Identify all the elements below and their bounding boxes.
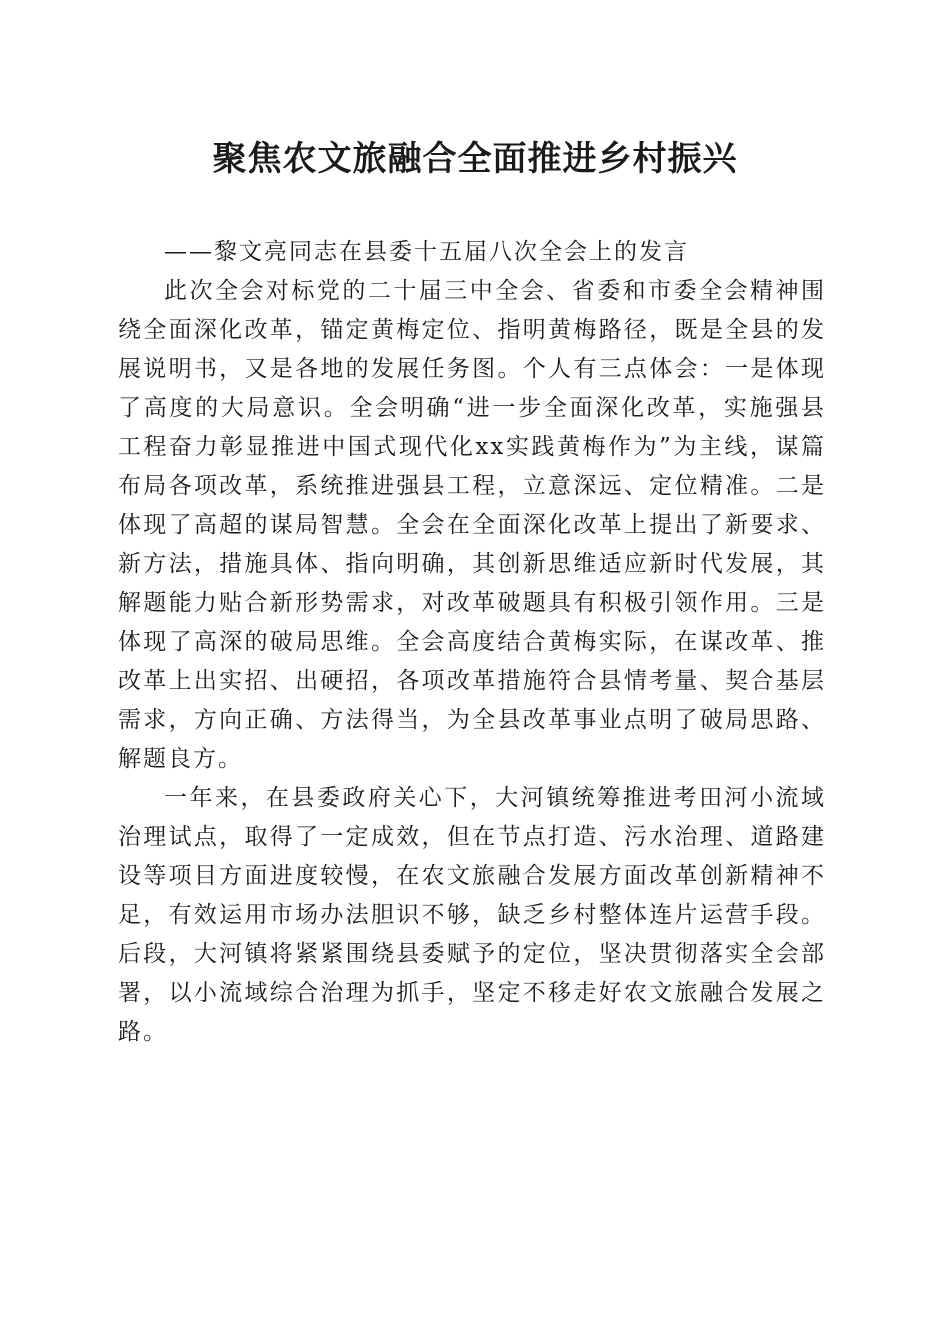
document-body — [118, 233, 826, 1052]
document-title: 聚焦农文旅融合全面推进乡村振兴 — [212, 139, 738, 179]
paragraph-1: 此次全会对标党的二十届三中全会、省委和市委全会精神围绕全面深化改革，锚定黄梅定位、指明黄梅路径，既是全县的发展说明书，又是各地的发展任务图。个人有三点体会：一是体现了高度的大局意识。全会明确“进一步全面深化改革，实施强县工程奋力彰显推进中国式现代化xx实践黄梅作为”为主线，谋篇布局各项改革，系统推进强县工程，立意深远、定位精准。二是体现了高超的谋局智慧。全会在全面深化改革上提出了新要求、新方法，措施具体、指向明确，其创新思维适应新时代发展，其解题能力贴合新形势需求，对改革破题具有积极引领作用。三是体现了高深的破局思维。全会高度结合黄梅实际，在谋改革、推改革上出实招、出硬招，各项改革措施符合县情考量、契合基层需求，方向正确、方法得当，为全县改革事业点明了破局思路、解题良方。 — [118, 278, 826, 772]
paragraph-2: 一年来，在县委政府关心下，大河镇统筹推进考田河小流域治理试点，取得了一定成效，但在节点打造、污水治理、道路建设等项目方面进度较慢，在农文旅融合发展方面改革创新精神不足，有效运用市场办法胆识不够，缺乏乡村整体连片运营手段。后段，大河镇将紧紧围绕县委赋予的定位，坚决贯彻落实全会部署，以小流域综合治理为抓手，坚定不移走好农文旅融合发展之路。 — [118, 785, 826, 1045]
document-subtitle: ——黎文亮同志在县委十五届八次全会上的发言 — [164, 239, 689, 265]
